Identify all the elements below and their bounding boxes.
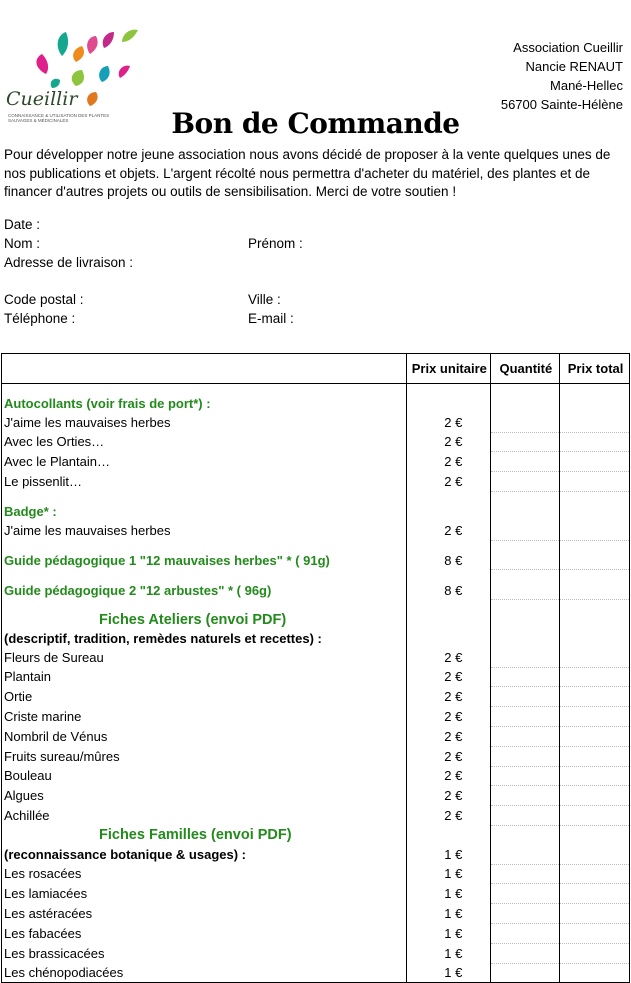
address-line: Mané-Hellec xyxy=(550,78,623,93)
table-row: Les rosacées 1 € xyxy=(2,864,630,884)
section-subtitle: (descriptif, tradition, remèdes naturels et recettes) : xyxy=(2,629,630,648)
quantity-cell[interactable] xyxy=(490,687,559,707)
table-row: Algues 2 € xyxy=(2,786,630,806)
intro-text: Pour développer notre jeune association nous avons décidé de proposer à la vente quelques unes de nos publications et objets. L'argent récolté nous permettra d'acheter du matériel, des plantes et de financer d'autres projets ou outils de sensibilisation. Merci de votre soutien ! xyxy=(4,147,611,199)
table-row: Avec les Orties… 2 € xyxy=(2,432,630,452)
quantity-cell[interactable] xyxy=(490,864,559,884)
table-row: Fleurs de Sureau 2 € xyxy=(2,648,630,667)
total-cell[interactable] xyxy=(560,687,630,707)
header-prix-total: Prix total xyxy=(560,354,630,384)
quantity-cell[interactable] xyxy=(490,845,559,864)
section-subtitle: (reconnaissance botanique & usages) : 1 € xyxy=(2,845,630,864)
quantity-cell[interactable] xyxy=(490,726,559,746)
total-cell[interactable] xyxy=(560,521,630,540)
total-cell[interactable] xyxy=(560,580,630,599)
table-row: Les chénopodiacées 1 € xyxy=(2,963,630,983)
table-row: Le pissenlit… 2 € xyxy=(2,472,630,492)
address-line: 56700 Sainte-Hélène xyxy=(500,97,623,112)
table-row: Ortie 2 € xyxy=(2,687,630,707)
total-cell[interactable] xyxy=(560,963,630,983)
quantity-cell[interactable] xyxy=(490,452,559,472)
ville-field[interactable]: Ville : xyxy=(248,292,281,307)
quantity-cell[interactable] xyxy=(490,746,559,766)
address-line: Nancie RENAUT xyxy=(525,59,623,74)
total-cell[interactable] xyxy=(560,746,630,766)
page-title: Bon de Commande xyxy=(171,107,460,140)
total-cell[interactable] xyxy=(560,845,630,864)
quantity-cell[interactable] xyxy=(490,806,559,826)
adresse-field[interactable]: Adresse de livraison : xyxy=(4,255,134,270)
header-empty xyxy=(2,354,407,384)
total-cell[interactable] xyxy=(560,707,630,727)
table-row: Achillée 2 € xyxy=(2,806,630,826)
telephone-field[interactable]: Téléphone : xyxy=(4,311,76,326)
quantity-cell[interactable] xyxy=(490,648,559,667)
total-cell[interactable] xyxy=(560,786,630,806)
table-row: Criste marine 2 € xyxy=(2,707,630,727)
quantity-cell[interactable] xyxy=(490,521,559,540)
total-cell[interactable] xyxy=(560,452,630,472)
association-address xyxy=(501,38,623,114)
table-row: Fruits sureau/mûres 2 € xyxy=(2,746,630,766)
section-title: Badge* : xyxy=(2,502,630,521)
quantity-cell[interactable] xyxy=(490,904,559,924)
quantity-cell[interactable] xyxy=(490,432,559,452)
total-cell[interactable] xyxy=(560,432,630,452)
total-cell[interactable] xyxy=(560,943,630,963)
table-row: Nombril de Vénus 2 € xyxy=(2,726,630,746)
address-line: Association Cueillir xyxy=(513,40,623,55)
logo-tagline: CONNAISSANCE & UTILISATION DES PLANTES SAUVAGES & MÉDICINALES xyxy=(8,113,110,123)
header-prix-unitaire: Prix unitaire xyxy=(407,354,491,384)
table-row: Les lamiacées 1 € xyxy=(2,884,630,904)
total-cell[interactable] xyxy=(560,766,630,786)
table-header xyxy=(2,354,630,384)
code-postal-field[interactable]: Code postal : xyxy=(4,292,84,307)
logo-name: Cueillir xyxy=(6,88,78,110)
table-row: Les fabacées 1 € xyxy=(2,923,630,943)
order-table xyxy=(1,353,630,983)
quantity-cell[interactable] xyxy=(490,963,559,983)
total-cell[interactable] xyxy=(560,667,630,687)
table-row: J'aime les mauvaises herbes 2 € xyxy=(2,413,630,432)
total-cell[interactable] xyxy=(560,648,630,667)
table-row: Plantain 2 € xyxy=(2,667,630,687)
table-row: Guide pédagogique 1 "12 mauvaises herbes" * ( 91g) 8 € xyxy=(2,551,630,570)
quantity-cell[interactable] xyxy=(490,413,559,432)
section-title: Fiches Ateliers (envoi PDF) xyxy=(2,610,630,629)
date-field[interactable]: Date : xyxy=(4,217,41,232)
quantity-cell[interactable] xyxy=(490,580,559,599)
section-title: Fiches Familles (envoi PDF) xyxy=(2,825,630,844)
quantity-cell[interactable] xyxy=(490,884,559,904)
table-row: Les brassicacées 1 € xyxy=(2,943,630,963)
quantity-cell[interactable] xyxy=(490,923,559,943)
nom-field[interactable]: Nom : xyxy=(4,236,41,251)
total-cell[interactable] xyxy=(560,904,630,924)
total-cell[interactable] xyxy=(560,413,630,432)
total-cell[interactable] xyxy=(560,884,630,904)
total-cell[interactable] xyxy=(560,551,630,570)
table-row: Guide pédagogique 2 "12 arbustes" * ( 96g) 8 € xyxy=(2,580,630,599)
quantity-cell[interactable] xyxy=(490,707,559,727)
table-row: J'aime les mauvaises herbes 2 € xyxy=(2,521,630,540)
section-title: Autocollants (voir frais de port*) : xyxy=(2,394,630,413)
quantity-cell[interactable] xyxy=(490,472,559,492)
table-row: Avec le Plantain… 2 € xyxy=(2,452,630,472)
table-row: Bouleau 2 € xyxy=(2,766,630,786)
table-row: Les astéracées 1 € xyxy=(2,904,630,924)
quantity-cell[interactable] xyxy=(490,766,559,786)
quantity-cell[interactable] xyxy=(490,667,559,687)
quantity-cell[interactable] xyxy=(490,786,559,806)
prenom-field[interactable]: Prénom : xyxy=(248,236,303,251)
total-cell[interactable] xyxy=(560,923,630,943)
total-cell[interactable] xyxy=(560,472,630,492)
quantity-cell[interactable] xyxy=(490,943,559,963)
header-quantite: Quantité xyxy=(490,354,559,384)
total-cell[interactable] xyxy=(560,864,630,884)
total-cell[interactable] xyxy=(560,806,630,826)
email-field[interactable]: E-mail : xyxy=(248,311,294,326)
total-cell[interactable] xyxy=(560,726,630,746)
quantity-cell[interactable] xyxy=(490,551,559,570)
